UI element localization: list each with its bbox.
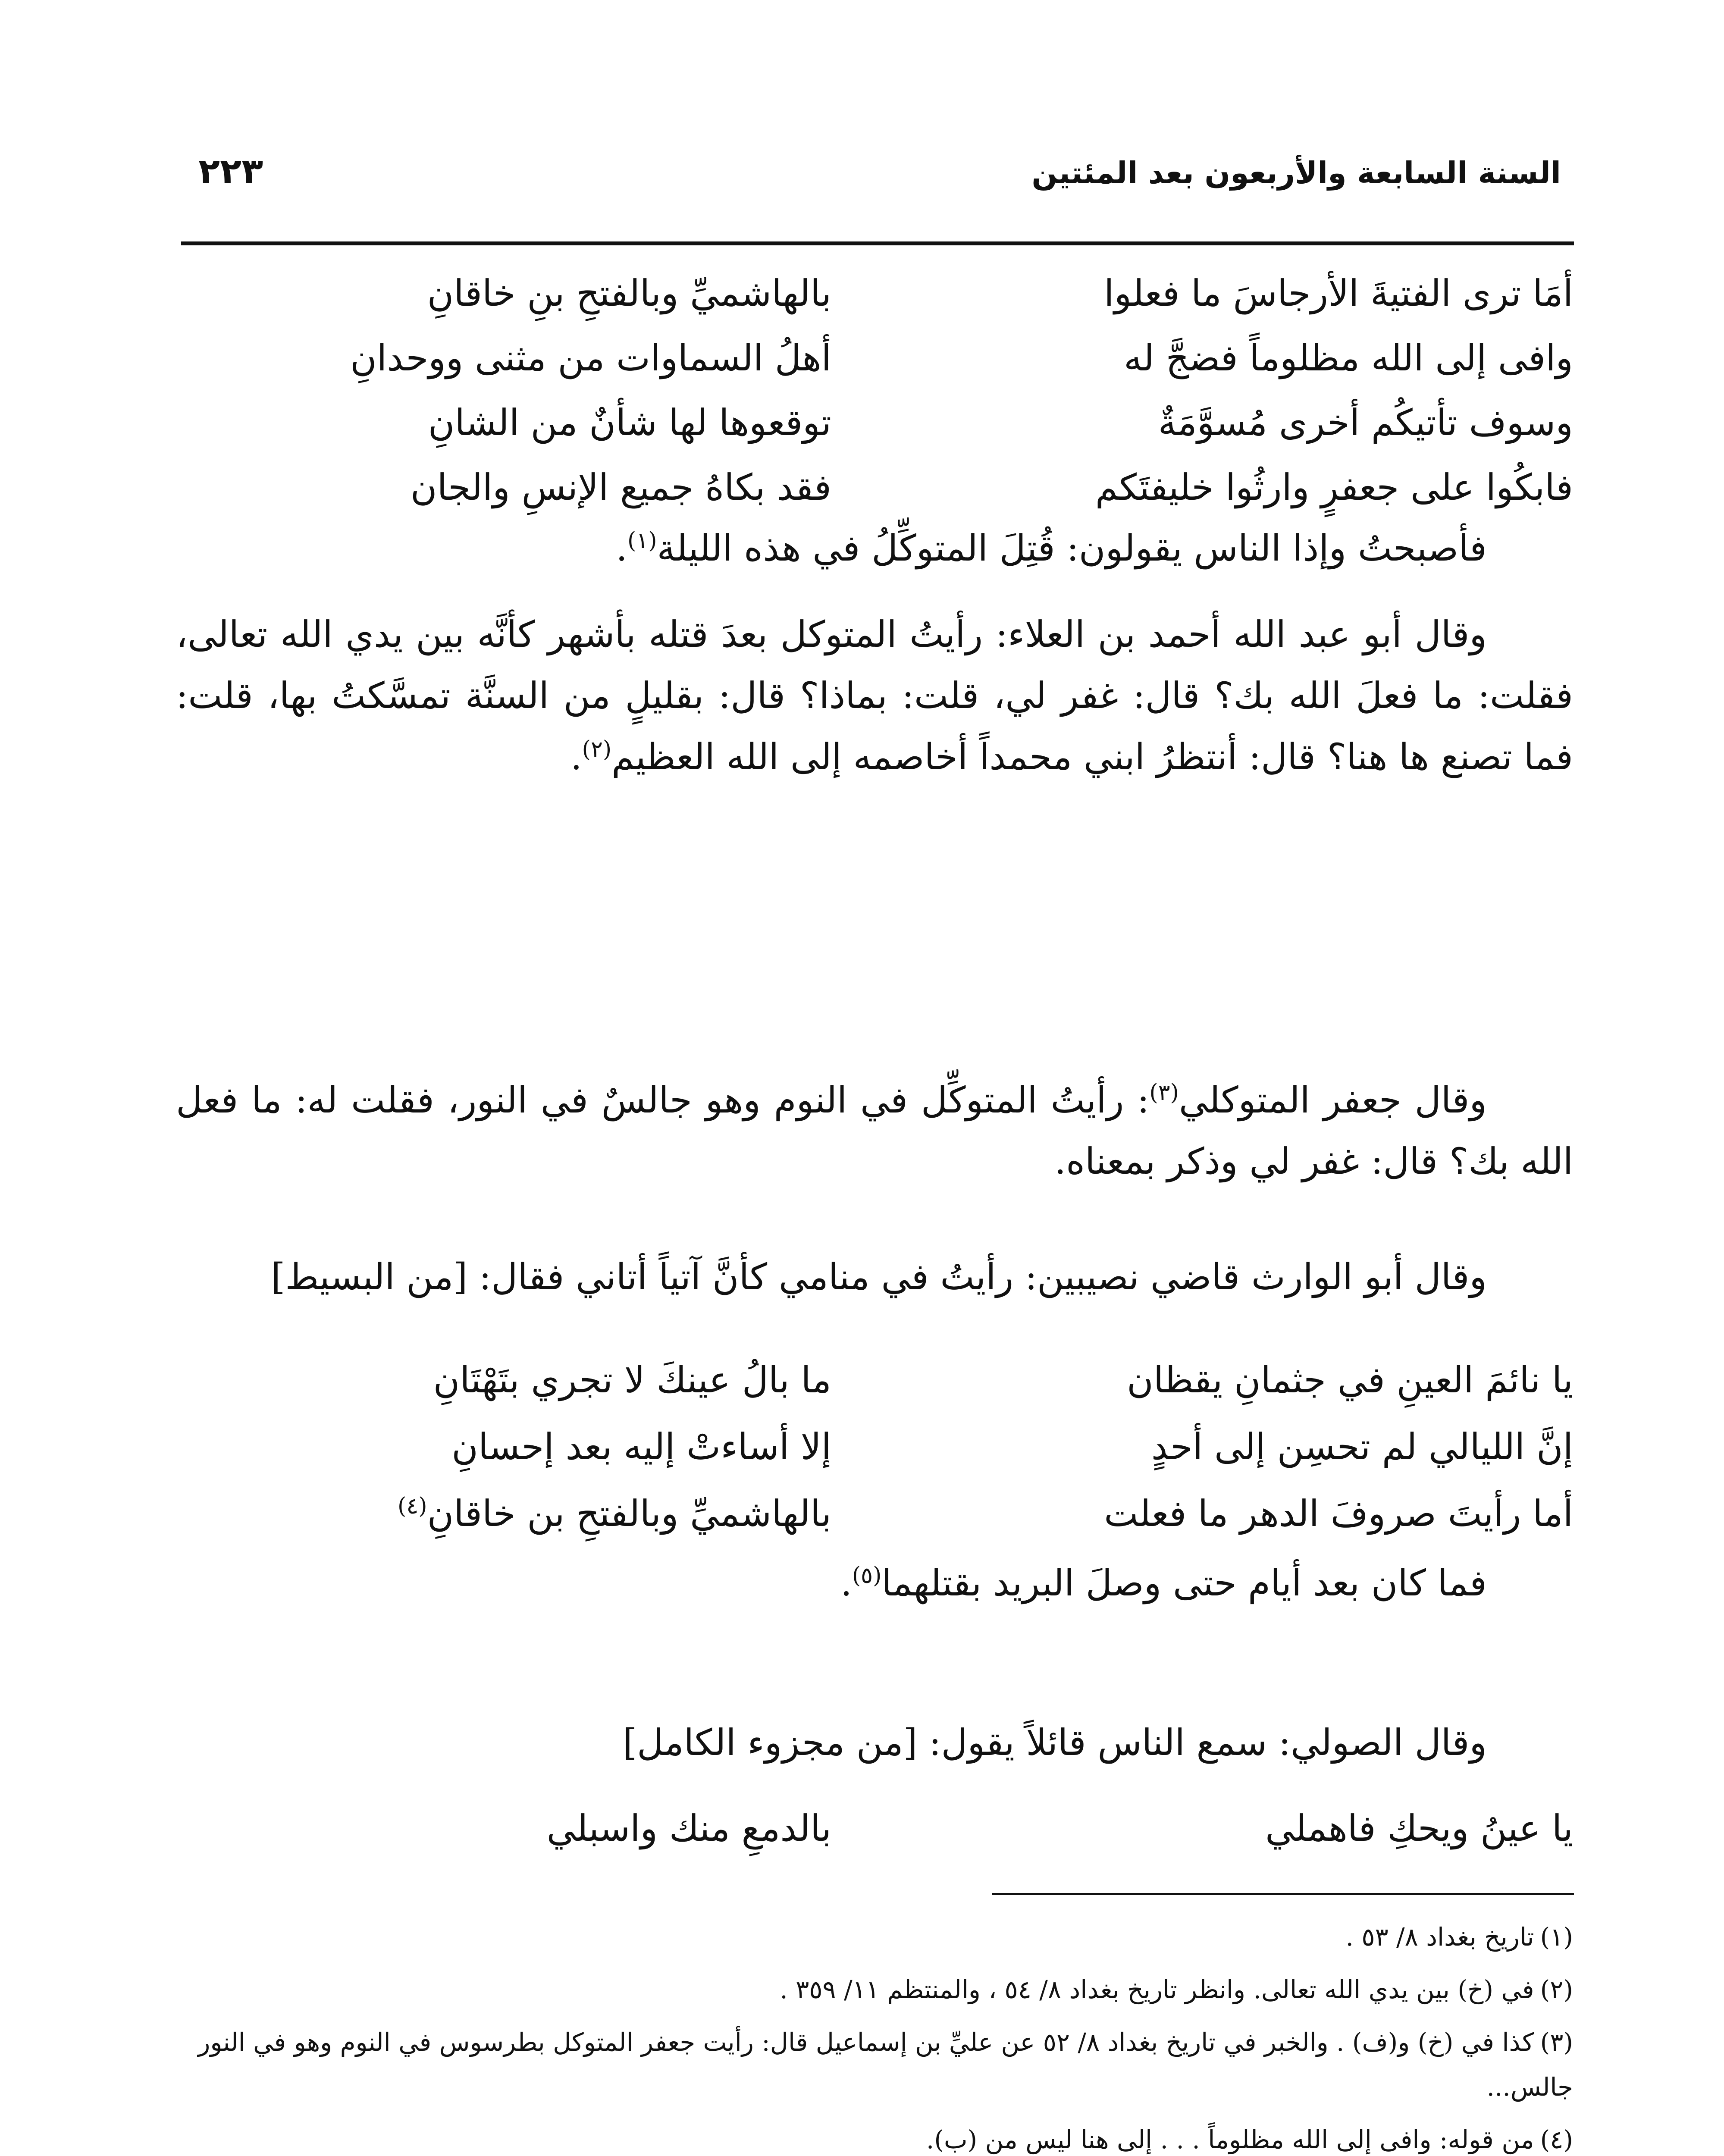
paragraph-text: وقال جعفر المتوكلي bbox=[1179, 1079, 1487, 1121]
footnote-text: في (خ) بين يدي الله تعالى. وانظر تاريخ بغداد ٨/ ٥٤ ، والمنتظم ١١/ ٣٥٩ . bbox=[780, 1975, 1534, 2004]
paragraph bbox=[176, 604, 1573, 787]
verse-line bbox=[176, 263, 1573, 323]
footnote-text: كذا في (خ) و(ف) . والخبر في تاريخ بغداد ٨/ ٥٢ عن عليِّ بن إسماعيل قال: رأيت جعفر المتوكل بطرسوس في النوم وهو في النور جالس... bbox=[198, 2028, 1573, 2102]
verse-hemistich-second: بالدمعِ منك واسبلي bbox=[546, 1807, 831, 1849]
hemistich-text: بالهاشميِّ وبالفتحِ بن خاقانِ bbox=[427, 1492, 831, 1535]
verse-hemistich-second: ما بالُ عينكَ لا تجري بتَهْتَانِ bbox=[433, 1359, 831, 1401]
footnote-text: تاريخ بغداد ٨/ ٥٣ . bbox=[1345, 1922, 1534, 1952]
paragraph bbox=[176, 1552, 1573, 1614]
verse-hemistich-second: فقد بكاهُ جميع الإنسِ والجان bbox=[410, 466, 831, 508]
footnotes bbox=[159, 1915, 1573, 2156]
paragraph bbox=[176, 1712, 1573, 1773]
verse-hemistich-second bbox=[176, 1483, 831, 1544]
paragraph-end: . bbox=[840, 1562, 852, 1604]
paragraph-end: . bbox=[616, 527, 627, 569]
running-header bbox=[181, 147, 1561, 211]
footnote-separator bbox=[992, 1893, 1574, 1895]
verse-hemistich-first: يا نائمَ العينِ في جثمانِ يقظان bbox=[1127, 1359, 1573, 1401]
paragraph bbox=[176, 1246, 1573, 1307]
verse-line bbox=[176, 1483, 1573, 1544]
footnote-ref: (٤) bbox=[398, 1493, 427, 1519]
footnote bbox=[159, 2117, 1573, 2156]
running-title: السنة السابعة والأربعون بعد المئتين bbox=[1031, 155, 1561, 191]
verse-hemistich-first: يا عينُ ويحكِ فاهملي bbox=[1265, 1807, 1573, 1849]
page-number: ٢٢٣ bbox=[198, 151, 263, 192]
paragraph bbox=[176, 517, 1573, 579]
footnote-number: (٤) bbox=[1540, 2125, 1573, 2154]
verse-hemistich-first: أمَا ترى الفتيةَ الأرجاسَ ما فعلوا bbox=[1104, 272, 1573, 314]
paragraph-text-cont: : رأيتُ المتوكِّل في النوم وهو جالسٌ في النور، فقلت له: ما فعل الله بك؟ قال: غفر لي وذكر بمعناه. bbox=[176, 1079, 1573, 1182]
footnote-ref: (٢) bbox=[582, 736, 612, 762]
verse-hemistich-first: إنَّ الليالي لم تحسِن إلى أحدٍ bbox=[1151, 1426, 1573, 1468]
footnote-ref: (٥) bbox=[852, 1563, 882, 1589]
footnote-text: من قوله: وافى إلى الله مظلوماً . . . إلى هنا ليس من (ب). bbox=[926, 2125, 1534, 2154]
paragraph-end: . bbox=[570, 736, 582, 778]
verse-hemistich-first: وسوف تأتيكُم أخرى مُسوَّمَةٌ bbox=[1158, 401, 1573, 444]
verse-hemistich-second: بالهاشميِّ وبالفتحِ بنِ خاقانِ bbox=[427, 272, 831, 314]
paragraph-text: وقال أبو عبد الله أحمد بن العلاء: رأيتُ المتوكل بعدَ قتله بأشهر كأنَّه بين يدي الله تعالى، فقلت: ما فعلَ الله بك؟ قال: غفر لي، قلت: بماذا؟ قال: بقليلٍ من السنَّة تمسَّكتُ بها، قلت: فما تصنع ها هنا؟ قال: أنتظرُ ابني محمداً أخاصمه إلى الله العظيم bbox=[176, 613, 1573, 778]
header-rule bbox=[181, 241, 1574, 245]
verse-line bbox=[176, 1798, 1573, 1858]
footnote-ref: (١) bbox=[627, 528, 657, 554]
verse-line bbox=[176, 328, 1573, 388]
verse-hemistich-first: وافى إلى الله مظلوماً فضجَّ له bbox=[1124, 337, 1573, 379]
meter-label: [من مجزوء الكامل] bbox=[623, 1721, 918, 1764]
verse-line bbox=[176, 1350, 1573, 1410]
footnote bbox=[159, 2020, 1573, 2109]
paragraph-text: فأصبحتُ وإذا الناس يقولون: قُتِلَ المتوكِّلُ في هذه الليلة bbox=[657, 527, 1487, 569]
footnote-number: (٢) bbox=[1540, 1975, 1573, 2004]
verse-line bbox=[176, 457, 1573, 517]
paragraph-text: وقال الصولي: سمع الناس قائلاً يقول: bbox=[917, 1721, 1487, 1764]
paragraph bbox=[176, 1069, 1573, 1192]
paragraph-text: فما كان بعد أيام حتى وصلَ البريد بقتلهما bbox=[881, 1562, 1487, 1604]
meter-label: [من البسيط] bbox=[271, 1256, 468, 1298]
verse-hemistich-first: أما رأيتَ صروفَ الدهر ما فعلت bbox=[1104, 1492, 1573, 1535]
footnote bbox=[159, 1967, 1573, 2012]
footnote-ref: (٣) bbox=[1149, 1080, 1179, 1106]
verse-hemistich-first: فابكُوا على جعفرٍ وارثُوا خليفتَكم bbox=[1095, 466, 1573, 508]
footnote-number: (١) bbox=[1540, 1922, 1573, 1952]
footnote bbox=[159, 1915, 1573, 1959]
paragraph-text: وقال أبو الوارث قاضي نصيبين: رأيتُ في منامي كأنَّ آتياً أتاني فقال: bbox=[467, 1256, 1487, 1298]
footnote-number: (٣) bbox=[1540, 2028, 1573, 2057]
verse-line bbox=[176, 1416, 1573, 1477]
verse-hemistich-second: أهلُ السماوات من مثنى ووحدانِ bbox=[350, 337, 831, 379]
verse-line bbox=[176, 392, 1573, 453]
verse-hemistich-second: إلا أساءتْ إليه بعد إحسانِ bbox=[451, 1426, 831, 1468]
verse-hemistich-second: توقعوها لها شأنٌ من الشانِ bbox=[428, 401, 831, 444]
